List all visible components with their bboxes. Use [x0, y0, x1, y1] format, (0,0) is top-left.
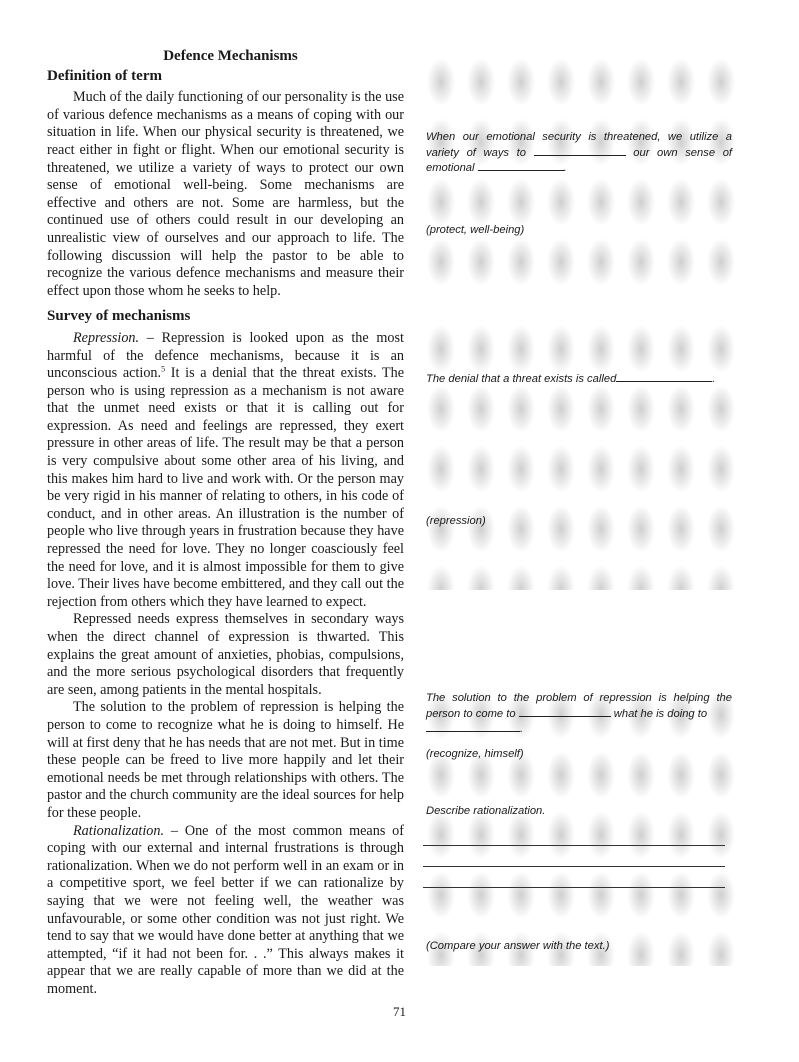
answer-4: (Compare your answer with the text.): [426, 940, 610, 952]
question-1-text-a: When our emotional security is threatened, we utilize a variety of ways to: [426, 131, 732, 159]
page-number: 71: [393, 1004, 406, 1019]
term-rationalization: Rationalization.: [73, 822, 165, 839]
answer-blank-himself[interactable]: [426, 721, 520, 732]
workbook-panel-2: [421, 322, 741, 590]
answer-blank-recognize[interactable]: [519, 706, 611, 717]
question-2-text: The denial that a threat exists is called: [426, 373, 617, 385]
heading-survey-of-mechanisms: Survey of mechanisms: [47, 308, 191, 325]
answer-line-3[interactable]: [423, 887, 725, 888]
question-1-text-b: our own sense of emotional: [426, 146, 733, 174]
heading-definition-of-term: Definition of term: [47, 67, 162, 84]
question-3-end: .: [520, 723, 524, 735]
paragraph-repression-2: Repressed needs express themselves in secondary ways when the direct channel of expression is thwarted. This explains the great amount of anxieties, phobias, compulsions, and the more serious psychological disorders that frequently are seen, among patients in the mental hospitals.: [47, 611, 404, 698]
answer-line-1[interactable]: [423, 845, 725, 846]
paragraph-definition: Much of the daily functioning of our personality is the use of various defence mechanisms as a means of coping with our situation in life. When our physical security is threatened, we react either in fight or flight. When our emotional security is threatened, we utilize a variety of ways to protect our own sense of emotional well-being. Some mechanisms are effective and others are not. Some are harmless, but the continued use of others could result in our developing an unrealistic view of ourselves and our approach to life. The following discussion will help the pastor to be able to recognize the various defence mechanisms and measure their effect upon those whom he seeks to help.: [47, 89, 404, 299]
page-title: Defence Mechanisms: [163, 48, 298, 64]
answer-blank-protect[interactable]: [534, 145, 626, 156]
question-3-text-a: The solution to the problem of repression is helping the person to come to: [426, 692, 732, 720]
question-3-text-b: what he is doing to: [613, 707, 708, 720]
answer-line-2[interactable]: [423, 866, 725, 867]
answer-1: (protect, well-being): [426, 224, 525, 236]
question-2: [426, 371, 732, 387]
question-1: [426, 131, 732, 176]
question-2-end: .: [712, 373, 716, 385]
paragraph-repression-3: The solution to the problem of repression is helping the person to come to recognize what he is doing to himself. He will at first deny that he has needs that are not met. But in time these people can be freed to live more happily and let their emotional needs be met through relationships with others. The pastor and the church community are the ideal sources for help for these people.: [47, 699, 404, 821]
term-repression: Repression.: [73, 329, 140, 346]
footnote-marker: 5: [161, 364, 166, 374]
answer-blank-repression[interactable]: [616, 371, 712, 382]
repression-text-b: It is a denial that the threat exists. The person who is using repression as a mechanism is not aware that the unmet need exists or that it is calling out for expression. As need and feelings are repressed, they exert pressure in other areas of life. The result may be that a person is very compulsive about some other area of his living, and this makes him hard to live and work with. Or the person may be very rigid in his manner of relating to others, in his code of conduct, and in other areas. An illustration is the number of people who live through years in frustration because they have repressed the need for love. They no longer coasciously feel the need for love, and it is almost impossible for them to give love. Their lives have become embittered, and they call out the rejection from others which they have learned to expect.: [47, 365, 404, 610]
paragraph-rationalization: [47, 823, 404, 999]
rationalization-text: – One of the most common means of coping with our external and internal frustrations is through rationalization. When we do not perform well in an exam or in a competitive sport, we feel better if we can rationalize by saying that we were not feeling well, the weather was unfavourable, or some other condition was not just right. We tend to say that we would have done better at anything that we attempted, “if it had not been for. . .” This always makes it appear that we are really capable of more than we did at the moment.: [47, 822, 404, 997]
repression-text-a: – Repression is looked upon as the most harmful of the defence mechanisms, because it is an unconscious action.: [47, 329, 404, 382]
paragraph-repression-1: [47, 330, 404, 612]
question-1-end: .: [563, 162, 567, 174]
answer-blank-well-being[interactable]: [478, 160, 564, 171]
question-4: Describe rationalization.: [426, 805, 546, 817]
question-3: [426, 692, 732, 737]
main-text-column: [47, 48, 404, 998]
answer-2: (repression): [426, 515, 486, 527]
answer-3: (recognize, himself): [426, 748, 524, 760]
